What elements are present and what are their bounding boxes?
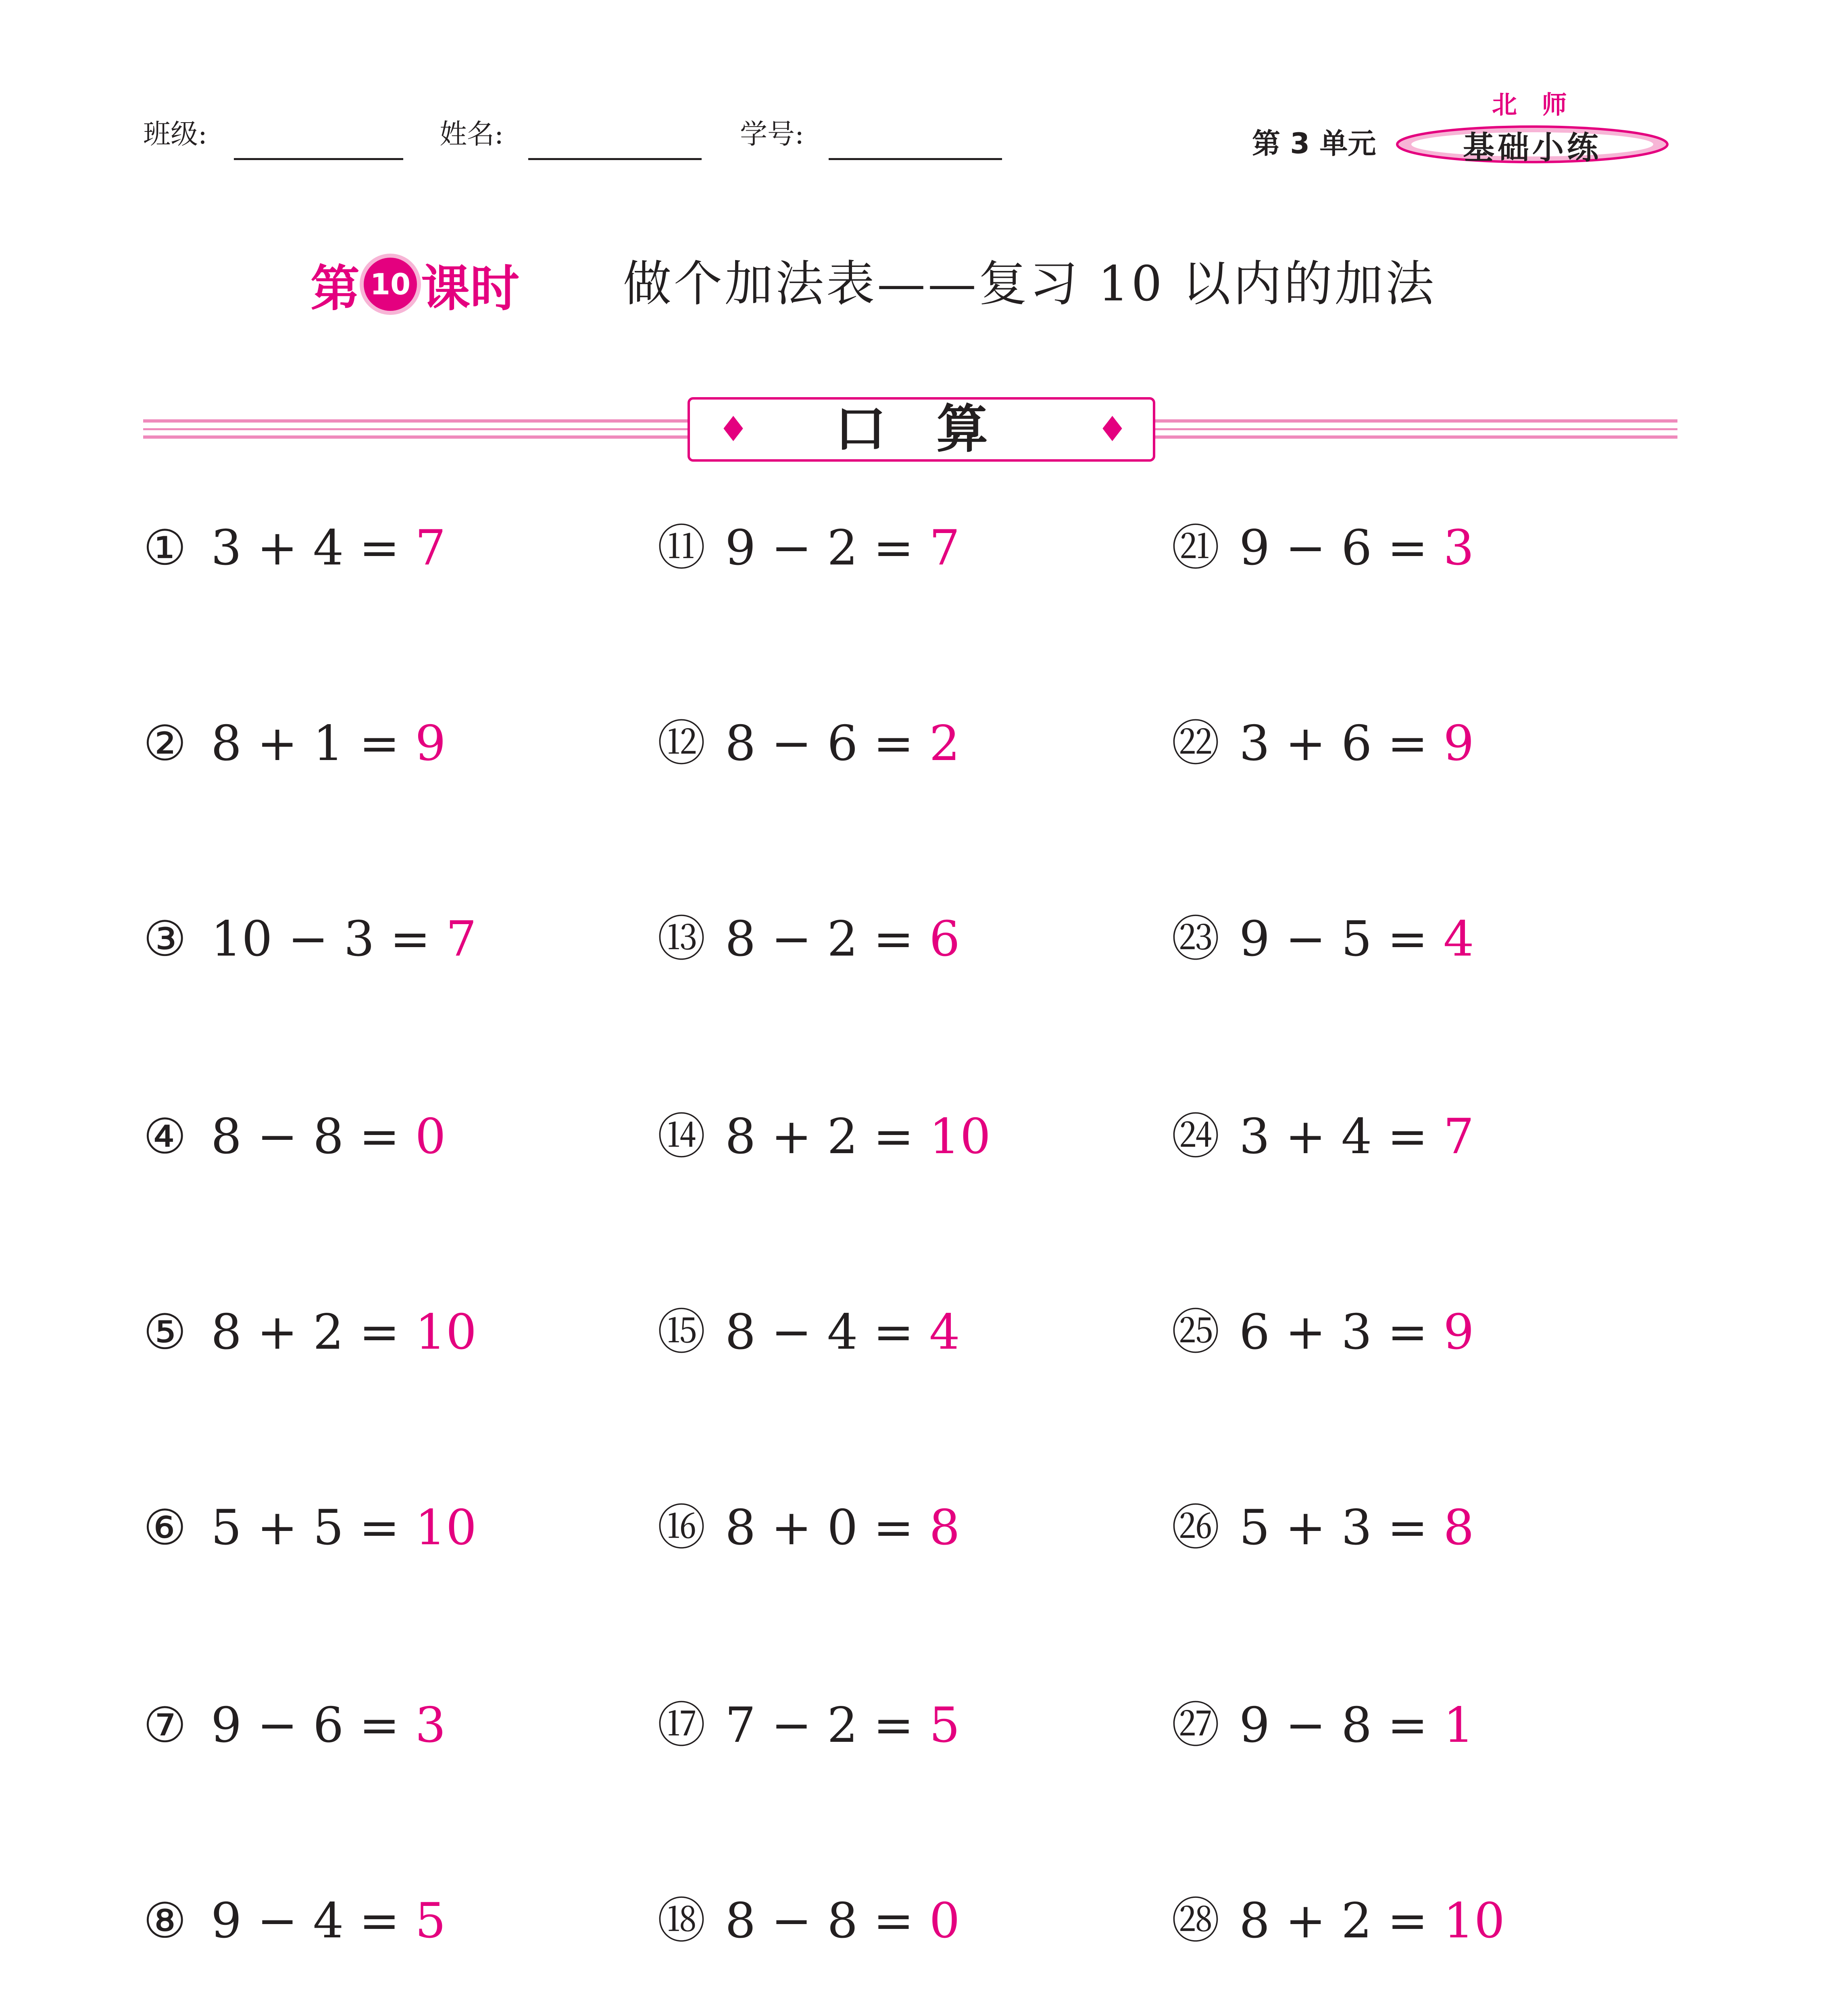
lesson-prefix: 第 — [310, 260, 360, 317]
problem-expression: 8 − 4 = — [725, 1304, 929, 1360]
problem-number: ⑬ — [657, 911, 706, 967]
problem-item — [1171, 907, 1474, 972]
problem-item — [143, 516, 446, 581]
problem-expression: 8 + 1 = — [211, 716, 415, 772]
problem-number: ⑮ — [657, 1304, 706, 1360]
problem-expression: 3 + 6 = — [1239, 716, 1444, 772]
problem-expression: 9 − 8 = — [1239, 1697, 1444, 1754]
lesson-tag — [310, 252, 519, 317]
problem-answer[interactable]: 7 — [446, 911, 477, 967]
problem-number: ⑫ — [657, 716, 706, 772]
section-heading: 口 算 — [834, 399, 1004, 459]
problem-expression: 8 + 0 = — [725, 1500, 929, 1556]
problem-number: ④ — [143, 1109, 187, 1165]
problem-answer[interactable]: 6 — [929, 911, 960, 967]
problem-number: ㉗ — [1171, 1697, 1220, 1754]
problem-number: ㉘ — [1171, 1893, 1220, 1949]
problem-answer[interactable]: 3 — [415, 1697, 446, 1754]
problem-answer[interactable]: 5 — [929, 1697, 960, 1754]
problem-item — [143, 712, 446, 776]
problem-item — [1171, 712, 1474, 776]
problem-answer[interactable]: 7 — [1443, 1109, 1474, 1165]
problem-expression: 9 − 6 = — [1239, 520, 1444, 576]
problem-item — [143, 1693, 446, 1758]
problem-number: ① — [143, 520, 187, 576]
problem-answer[interactable]: 8 — [1443, 1500, 1474, 1556]
brand-publisher: 北 师 — [1492, 90, 1575, 119]
problem-number: ⑰ — [657, 1697, 706, 1754]
diamond-right-icon: ♦ — [1097, 409, 1128, 450]
banner-stripe-left-mid — [143, 428, 690, 430]
diamond-left-icon: ♦ — [718, 409, 749, 450]
problem-item — [143, 1496, 477, 1560]
problem-expression: 8 − 2 = — [725, 911, 929, 967]
problem-number: ⑱ — [657, 1893, 706, 1949]
problem-item — [657, 516, 960, 581]
banner-stripe-right-bottom — [1153, 435, 1677, 439]
problem-expression: 8 − 8 = — [725, 1893, 929, 1949]
problem-item — [143, 1889, 446, 1954]
problem-expression: 5 + 3 = — [1239, 1500, 1444, 1556]
problem-item — [1171, 1105, 1474, 1169]
class-field[interactable] — [234, 158, 403, 160]
problem-answer[interactable]: 10 — [929, 1109, 991, 1165]
problem-answer[interactable]: 3 — [1443, 520, 1474, 576]
problem-item — [657, 1300, 960, 1365]
problem-expression: 9 − 4 = — [211, 1893, 415, 1949]
name-field[interactable] — [528, 158, 702, 160]
problem-expression: 3 + 4 = — [211, 520, 415, 576]
problem-item — [657, 1693, 960, 1758]
problem-answer[interactable]: 10 — [1443, 1893, 1505, 1949]
problem-expression: 5 + 5 = — [211, 1500, 415, 1556]
problem-item — [1171, 1300, 1474, 1365]
problem-number: ⑧ — [143, 1893, 187, 1949]
problem-expression: 8 + 2 = — [1239, 1893, 1444, 1949]
lesson-suffix: 课时 — [421, 260, 519, 317]
problem-expression: 8 + 2 = — [211, 1304, 415, 1360]
problem-expression: 7 − 2 = — [725, 1697, 929, 1754]
problem-item — [657, 1496, 960, 1560]
problem-item — [1171, 516, 1474, 581]
problem-number: ㉓ — [1171, 911, 1220, 967]
problem-item — [143, 907, 477, 972]
problem-item — [143, 1105, 446, 1169]
problem-answer[interactable]: 7 — [415, 520, 446, 576]
problem-answer[interactable]: 9 — [1443, 716, 1474, 772]
problem-answer[interactable]: 10 — [415, 1304, 477, 1360]
problem-number: ⑯ — [657, 1500, 706, 1556]
page-title: 做个加法表——复习 10 以内的加法 — [623, 256, 1436, 312]
problem-expression: 8 − 8 = — [211, 1109, 415, 1165]
problem-number: ㉖ — [1171, 1500, 1220, 1556]
problem-answer[interactable]: 9 — [1443, 1304, 1474, 1360]
problem-number: ② — [143, 716, 187, 772]
problem-answer[interactable]: 1 — [1443, 1697, 1474, 1754]
banner-stripe-right-mid — [1153, 428, 1677, 430]
banner-stripe-right-top — [1153, 419, 1677, 423]
problem-expression: 9 − 2 = — [725, 520, 929, 576]
problem-expression: 3 + 4 = — [1239, 1109, 1444, 1165]
student-id-field[interactable] — [829, 158, 1002, 160]
problem-expression: 6 + 3 = — [1239, 1304, 1444, 1360]
lesson-number-badge: 10 — [364, 258, 417, 311]
problem-item — [1171, 1889, 1505, 1954]
problem-number: ③ — [143, 911, 187, 967]
banner-stripe-left-bottom — [143, 435, 690, 439]
problem-item — [657, 1105, 991, 1169]
problem-number: ⑭ — [657, 1109, 706, 1165]
problem-answer[interactable]: 8 — [929, 1500, 960, 1556]
problem-item — [657, 907, 960, 972]
problem-expression: 9 − 5 = — [1239, 911, 1444, 967]
problem-expression: 10 − 3 = — [211, 911, 446, 967]
class-label: 班级: — [143, 119, 207, 150]
problem-expression: 8 − 6 = — [725, 716, 929, 772]
banner-stripe-left-top — [143, 419, 690, 423]
brand-name: 基础小练 — [1463, 130, 1602, 166]
problem-answer[interactable]: 4 — [1443, 911, 1474, 967]
problem-number: ⑤ — [143, 1304, 187, 1360]
problem-number: ㉒ — [1171, 716, 1220, 772]
problem-item — [143, 1300, 477, 1365]
problem-item — [657, 1889, 960, 1954]
problem-number: ⑪ — [657, 520, 706, 576]
problem-number: ⑥ — [143, 1500, 187, 1556]
problem-number: ㉔ — [1171, 1109, 1220, 1165]
problem-number: ⑦ — [143, 1697, 187, 1754]
problem-answer[interactable]: 7 — [929, 520, 960, 576]
name-label: 姓名: — [440, 119, 504, 150]
problem-item — [1171, 1693, 1474, 1758]
problem-answer[interactable]: 10 — [415, 1500, 477, 1556]
problem-expression: 9 − 6 = — [211, 1697, 415, 1754]
problem-item — [657, 712, 960, 776]
problem-expression: 8 + 2 = — [725, 1109, 929, 1165]
unit-label: 第 3 单元 — [1252, 127, 1376, 160]
problem-number: ㉑ — [1171, 520, 1220, 576]
problem-answer[interactable]: 2 — [929, 716, 960, 772]
problem-answer[interactable]: 0 — [929, 1893, 960, 1949]
problem-answer[interactable]: 0 — [415, 1109, 446, 1165]
problem-answer[interactable]: 5 — [415, 1893, 446, 1949]
problem-answer[interactable]: 9 — [415, 716, 446, 772]
problem-item — [1171, 1496, 1474, 1560]
student-id-label: 学号: — [740, 119, 804, 150]
problem-answer[interactable]: 4 — [929, 1304, 960, 1360]
problem-number: ㉕ — [1171, 1304, 1220, 1360]
